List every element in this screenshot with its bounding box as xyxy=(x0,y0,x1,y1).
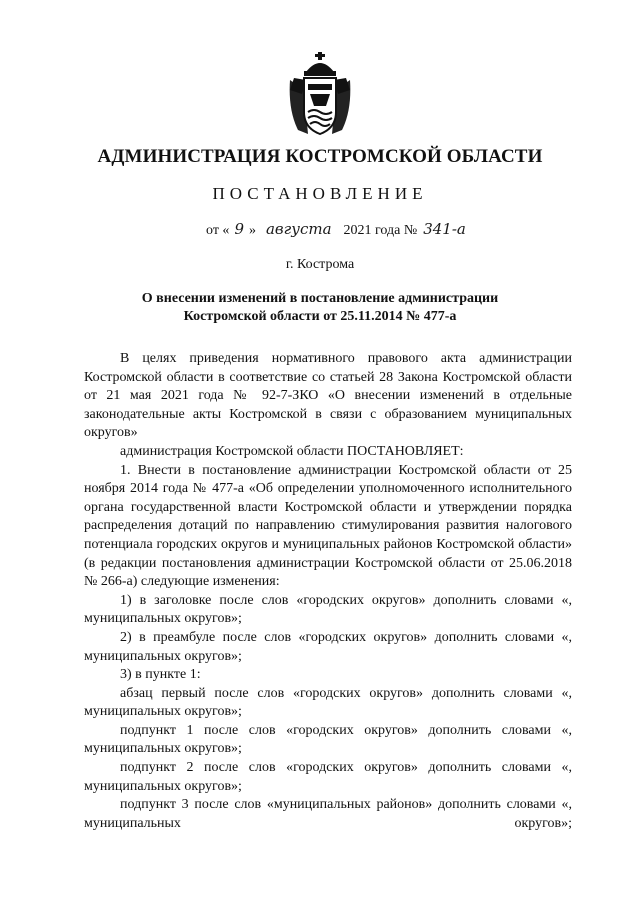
document-type: ПОСТАНОВЛЕНИЕ xyxy=(212,184,428,203)
city-name: г. Кострома xyxy=(285,257,355,272)
body-paragraph: администрация Костромской области ПОСТАНОВЛЯЕТ: xyxy=(120,443,464,459)
date-line xyxy=(206,220,466,239)
date-year: 2021 года № xyxy=(343,223,418,238)
body-paragraph: подпункт 3 после слов «муниципальных районов» дополнить словами «, муниципальных округов»; xyxy=(84,797,572,831)
coat-of-arms-icon xyxy=(284,50,356,138)
body-paragraph: подпункт 2 после слов «городских округов» дополнить словами «, муниципальных округов»; xyxy=(84,760,572,794)
body-paragraph: абзац первый после слов «городских округов» дополнить словами «, муниципальных округов»; xyxy=(84,685,572,720)
body-paragraph: В целях приведения нормативного правового акта администрации Костромской области в соответствие со статьей 28 Закона Костромской области от 21 мая 2021 года № 92-7-ЗКО «О внесении изменений в отдельные законодательные акты Костромской в связи с образованием муниципальных округов» xyxy=(84,351,572,441)
organization-title: АДМИНИСТРАЦИЯ КОСТРОМСКОЙ ОБЛАСТИ xyxy=(97,146,543,167)
body-paragraph: 3) в пункте 1: xyxy=(120,667,201,683)
body-paragraph: 1) в заголовке после слов «городских округов» дополнить словами «, муниципальных округов»; xyxy=(84,592,572,627)
date-separator: » xyxy=(248,223,256,238)
body-paragraph: подпункт 1 после слов «городских округов» дополнить словами «, муниципальных округов»; xyxy=(84,722,572,757)
heading-line: Костромской области от 25.11.2014 № 477-а xyxy=(183,309,457,324)
document-heading xyxy=(110,290,530,326)
date-month: августа xyxy=(265,220,332,238)
document-number: 341-а xyxy=(423,220,466,238)
body-paragraph: 2) в преамбуле после слов «городских округов» дополнить словами «, муниципальных округов»; xyxy=(84,629,572,664)
document-body xyxy=(84,350,572,833)
heading-line: О внесении изменений в постановление администрации xyxy=(141,291,499,306)
body-paragraph: 1. Внести в постановление администрации Костромской области от 25 ноября 2014 года № 477-а «Об определении уполномоченного исполнительного органа государственной власти Костромской области и утверждении порядка распределения дотаций по направлению стимулирования развития налогового потенциала городских округов и муниципальных районов Костромской области» (в редакции постановления администрации Костромской области от 25.06.2018 № 266-а) следующие изменения: xyxy=(84,462,572,590)
date-prefix: от « xyxy=(206,223,230,238)
date-day: 9 xyxy=(234,220,244,238)
